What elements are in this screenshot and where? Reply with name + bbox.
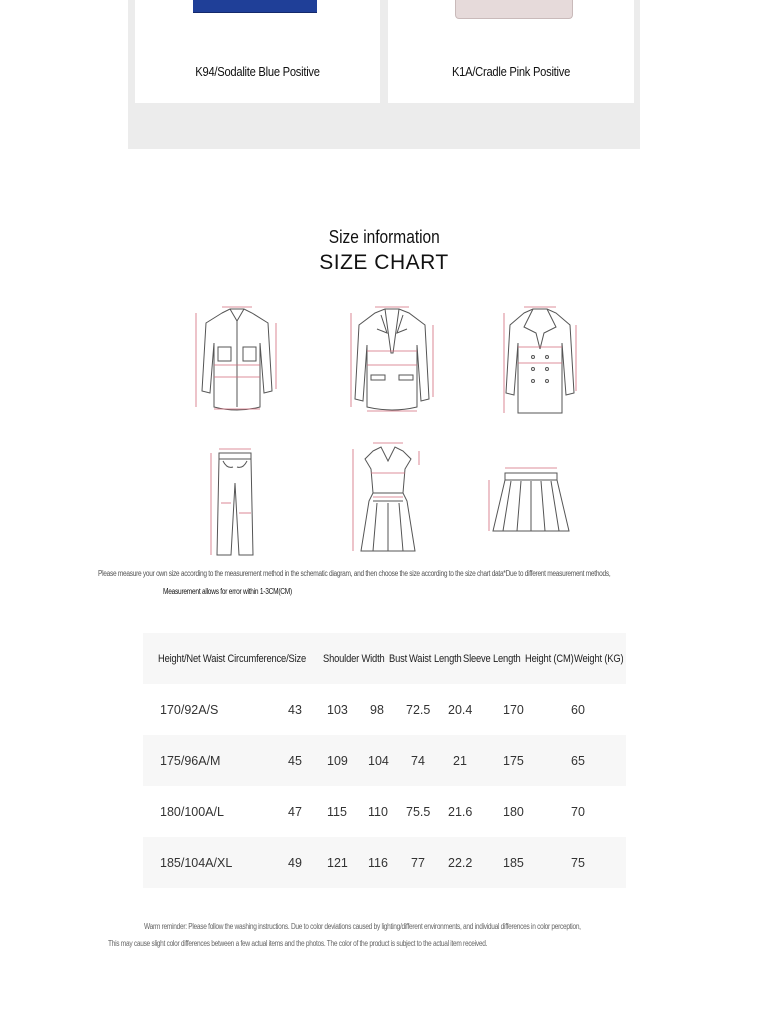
- column-header: Weight (KG): [574, 653, 624, 665]
- table-cell: 22.2: [448, 856, 473, 870]
- coat-icon: [500, 303, 580, 417]
- table-row: [143, 684, 626, 735]
- table-cell: 72.5: [406, 703, 431, 717]
- table-cell: 170: [503, 703, 524, 717]
- table-row: [143, 735, 626, 786]
- table-cell: 175: [503, 754, 524, 768]
- table-cell: 180: [503, 805, 524, 819]
- table-cell: 21.6: [448, 805, 473, 819]
- warm-reminder-line2: This may cause slight color differences between a few actual items and the photos. The color of the product is subject to the actual item received.: [108, 939, 488, 948]
- warm-reminder-line1: Warm reminder: Please follow the washing instructions. Due to color deviations caused by lighting/different environments, and individual differences in color perception,: [144, 922, 581, 931]
- color-option-label: K1A/Cradle Pink Positive: [451, 64, 571, 79]
- swatch-image-blue: [193, 0, 317, 13]
- table-cell: 98: [370, 703, 384, 717]
- table-cell: 60: [571, 703, 585, 717]
- table-cell: 115: [327, 805, 347, 819]
- shirt-icon: [192, 303, 282, 415]
- table-row: [143, 837, 626, 888]
- table-cell: 47: [288, 805, 302, 819]
- table-cell: 175/96A/M: [160, 754, 221, 768]
- column-header: Shoulder Width: [323, 653, 385, 665]
- column-header: Sleeve Length: [463, 653, 521, 665]
- column-header: Height (CM): [525, 653, 574, 665]
- table-cell: 75.5: [406, 805, 431, 819]
- table-cell: 170/92A/S: [160, 703, 219, 717]
- size-table-header: [143, 633, 626, 684]
- swatch-image-pink: [455, 0, 573, 19]
- table-cell: 185: [503, 856, 524, 870]
- measurement-note: Please measure your own size according to the measurement method in the schematic diagram, and then choose the size according to the size chart data*Due to different measurement methods,: [98, 569, 611, 578]
- table-cell: 180/100A/L: [160, 805, 224, 819]
- table-cell: 185/104A/XL: [160, 856, 233, 870]
- table-cell: 20.4: [448, 703, 473, 717]
- table-cell: 77: [411, 856, 425, 870]
- table-row: [143, 786, 626, 837]
- table-cell: 110: [368, 805, 388, 819]
- size-info-title: Size information: [328, 227, 440, 247]
- dress-icon: [345, 439, 431, 557]
- table-cell: 109: [327, 754, 348, 768]
- table-cell: 103: [327, 703, 348, 717]
- column-header: Length: [434, 653, 462, 665]
- column-header: Height/Net Waist Circumference/Size: [158, 653, 307, 665]
- table-cell: 45: [288, 754, 302, 768]
- table-cell: 43: [288, 703, 302, 717]
- column-header: Bust: [389, 653, 408, 665]
- trousers-icon: [205, 443, 265, 559]
- size-chart-title: SIZE CHART: [319, 251, 449, 274]
- table-cell: 65: [571, 754, 585, 768]
- table-cell: 70: [571, 805, 585, 819]
- table-cell: 74: [411, 754, 425, 768]
- table-cell: 104: [368, 754, 389, 768]
- table-cell: 121: [327, 856, 348, 870]
- skirt-icon: [485, 463, 577, 539]
- column-header: Waist: [409, 653, 432, 665]
- table-cell: 75: [571, 856, 585, 870]
- measurement-error-note: Measurement allows for error within 1-3CM(CM): [163, 587, 292, 596]
- table-cell: 116: [368, 856, 388, 870]
- color-option-blue[interactable]: [135, 0, 380, 103]
- color-option-label: K94/Sodalite Blue Positive: [195, 64, 320, 79]
- table-cell: 49: [288, 856, 302, 870]
- blazer-icon: [347, 303, 437, 415]
- table-cell: 21: [453, 754, 467, 768]
- size-table: [143, 633, 626, 888]
